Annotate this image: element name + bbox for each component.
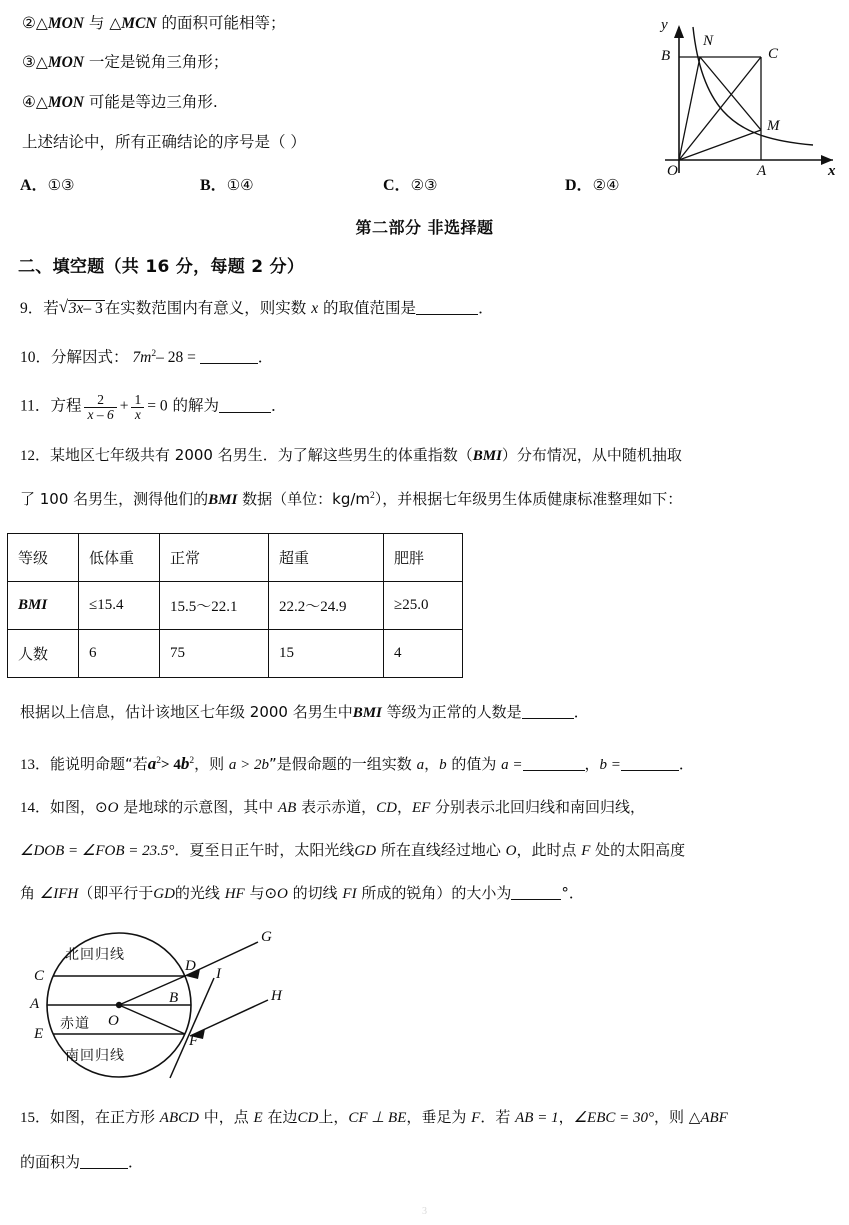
fraction-2-denominator: x <box>131 407 144 422</box>
q14-l1-o: O <box>107 800 119 816</box>
table-cell-grade-over: 超重 <box>269 534 384 582</box>
q9-post: 的取值范围是 <box>318 299 417 317</box>
q14-angle-condition: ∠DOB = ∠FOB = 23.5° <box>20 843 175 859</box>
answer-blank-9[interactable] <box>416 301 478 315</box>
earth-label-f: F <box>189 1033 199 1049</box>
q14-l2-f: F <box>581 843 591 859</box>
conclusion-text: 可能是等边三角形. <box>84 93 218 111</box>
q10-expr-coef: 7m <box>132 349 152 367</box>
q12-line2-c: ），并根据七年级男生体质健康标准整理如下： <box>374 490 683 508</box>
q11-pre: 方程 <box>50 396 82 415</box>
answer-blank-15[interactable] <box>80 1155 128 1169</box>
q13-mid: ，则 <box>194 755 229 773</box>
q15-ab: AB = 1 <box>515 1110 559 1126</box>
q14-l3-c: 的光线 <box>174 884 225 902</box>
earth-zone-north: 北回归线 <box>65 947 125 963</box>
question-13 <box>20 755 694 773</box>
option-c-value: ②③ <box>410 176 438 194</box>
option-d[interactable] <box>565 172 619 195</box>
q13-var-a: a <box>416 757 425 773</box>
table-cell-bmi-over: 22.2～24.9 <box>269 582 384 630</box>
earth-zone-south: 南回归线 <box>65 1048 125 1064</box>
q15-h: ，则 △ <box>654 1108 701 1126</box>
conclusion-marker: ③ <box>22 53 36 71</box>
conclusion-marker: ② <box>22 14 36 32</box>
question-9 <box>20 300 494 317</box>
earth-label-b: B <box>169 990 179 1006</box>
table-row <box>8 534 463 582</box>
q15-abcd: ABCD <box>159 1110 199 1126</box>
triangle-mon: MON <box>47 54 84 71</box>
q14-l2-gd: GD <box>354 843 377 859</box>
question-15-line-2 <box>20 1155 143 1171</box>
q13-pre: 能说明命题“若 <box>50 755 148 773</box>
q14-l3-unit: °． <box>561 884 584 902</box>
q14-l1-e: 分别表示北回归线和南回归线， <box>430 798 646 816</box>
fraction-1 <box>84 393 116 422</box>
earth-label-a: A <box>30 996 40 1012</box>
triangle-mon: MON <box>47 94 84 111</box>
option-a-label: A． <box>20 177 48 194</box>
q15-a: 如图，在正方形 <box>50 1108 160 1126</box>
q13-comma: ， <box>424 755 440 773</box>
option-c-label: C． <box>383 177 411 194</box>
fraction-1-numerator: 2 <box>97 392 104 407</box>
q10-expr-rest: – 28 = <box>156 349 196 367</box>
q11-post: 的解为 <box>167 396 220 415</box>
q14-l3-b: （即平行于 <box>78 884 154 902</box>
question-10 <box>20 350 273 366</box>
q14-l2-a: ．夏至日正午时，太阳光线 <box>174 841 355 859</box>
axis-label-y: y <box>661 17 668 33</box>
q12-after-end: ． <box>573 705 589 721</box>
table-cell-count-low: 6 <box>79 630 160 678</box>
triangle-symbol: △ <box>35 54 48 71</box>
section-heading: 二、填空题（共 16 分，每题 2 分） <box>18 257 305 277</box>
question-15-line-1 <box>20 1110 728 1126</box>
fraction-1-denominator: x – 6 <box>84 407 116 422</box>
point-label-o: O <box>667 163 678 179</box>
earth-label-o: O <box>108 1013 119 1029</box>
q9-var: x <box>311 300 319 317</box>
q10-pre: 分解因式： <box>51 348 129 367</box>
conclusion-text: 的面积可能相等； <box>156 14 286 32</box>
figure-earth <box>18 918 328 1088</box>
triangle-symbol: △ <box>35 94 48 111</box>
q14-l2-d: 处的太阳高度 <box>590 841 686 859</box>
answer-blank-13b[interactable] <box>621 757 679 771</box>
question-12-line-2 <box>20 492 682 508</box>
option-b-label: B． <box>200 177 227 194</box>
q11-end: ． <box>271 397 287 415</box>
q9-pre: 若 <box>43 299 59 317</box>
conclusion-text: 一定是锐角三角形； <box>84 53 229 71</box>
fraction-2-numerator: 1 <box>134 392 142 407</box>
question-14-line-2 <box>20 843 685 859</box>
q14-l3-a: 角 <box>20 884 40 902</box>
q13-b: b <box>180 754 190 773</box>
q12-line1-a: 某地区七年级共有 2000 名男生．为了解这些男生的体重指数（ <box>50 446 473 464</box>
q10-exponent: 2 <box>151 349 157 359</box>
point-label-m: M <box>767 118 780 134</box>
q9-radicand-a: 3x <box>68 300 84 317</box>
question-14-number: 14． <box>20 800 51 816</box>
q14-l3-e: 的切线 <box>287 884 343 902</box>
q13-post: ”是假命题的一组实数 <box>269 755 417 773</box>
q13-gt: > 4 <box>161 757 181 773</box>
q14-l1-b: 是地球的示意图，其中 <box>118 798 278 816</box>
table-cell-count-obese: 4 <box>384 630 463 678</box>
conclusion-item-3 <box>22 55 228 71</box>
q14-l3-d: 与⊙ <box>244 884 278 902</box>
earth-label-h: H <box>271 988 282 1004</box>
q13-tail: 的值为 <box>446 755 502 773</box>
part-heading: 第二部分 非选择题 <box>355 218 494 237</box>
conclusion-marker: ④ <box>22 93 36 111</box>
q13-b-exponent: 2 <box>189 756 195 766</box>
earth-zone-equator: 赤道 <box>60 1016 90 1032</box>
question-12-conclusion <box>20 705 589 721</box>
q13-eq-b: b = <box>599 757 621 773</box>
q13-a: a <box>147 754 157 773</box>
question-14-line-3 <box>20 886 584 902</box>
table-cell-grade-low: 低体重 <box>79 534 160 582</box>
q14-l1-c: 表示赤道， <box>296 798 377 816</box>
q15-line2-a: 的面积为 <box>20 1153 81 1171</box>
q9-mid: 在实数范围内有意义，则实数 <box>104 299 312 317</box>
q12-bmi-1: BMI <box>472 448 502 464</box>
q14-l3-gd: GD <box>153 886 175 902</box>
point-label-b: B <box>661 48 671 64</box>
bmi-table <box>7 533 463 678</box>
q14-l3-hf: HF <box>224 886 245 902</box>
option-d-value: ②④ <box>592 176 620 194</box>
q14-l3-angle: ∠IFH <box>39 886 79 902</box>
q15-c: 在边 <box>262 1108 298 1126</box>
q14-l2-o: O <box>505 843 517 859</box>
table-cell-count-normal: 75 <box>160 630 269 678</box>
q14-l1-d: ， <box>396 798 412 816</box>
q12-line2-b: 数据（单位：kg/m <box>237 490 371 508</box>
conclusion-item-2 <box>22 16 286 32</box>
q14-l1-cd: CD <box>376 800 397 816</box>
q9-radicand-b: – 3 <box>83 300 103 317</box>
q15-f: F <box>471 1110 481 1126</box>
stem-question: 上述结论中，所有正确结论的序号是（ ） <box>22 133 306 151</box>
triangle-symbol: △ <box>35 15 48 32</box>
q11-eq: = 0 <box>147 397 168 415</box>
question-13-number: 13． <box>20 757 51 773</box>
q15-perp: CF ⊥ BE <box>348 1110 407 1126</box>
q15-d: 上， <box>318 1108 349 1126</box>
answer-blank-10[interactable] <box>200 350 258 364</box>
q12-line1-b: ）分布情况，从中随机抽取 <box>501 446 682 464</box>
q13-cond: a > 2b <box>228 757 270 773</box>
option-a[interactable] <box>20 172 74 195</box>
table-cell-count-over: 15 <box>269 630 384 678</box>
q15-b: 中，点 <box>198 1108 254 1126</box>
q12-unit-exponent: 2 <box>370 491 375 501</box>
table-row <box>8 582 463 630</box>
table-row-header-bmi: BMI <box>8 582 79 630</box>
sqrt-expression <box>59 300 105 317</box>
earth-label-d: D <box>185 958 196 974</box>
question-14-line-1 <box>20 800 645 816</box>
table-cell-grade-obese: 肥胖 <box>384 534 463 582</box>
table-row <box>8 630 463 678</box>
table-cell-bmi-obese: ≥25.0 <box>384 582 463 630</box>
q15-f2: ．若 <box>480 1108 516 1126</box>
option-d-label: D． <box>565 177 593 194</box>
triangle-mcn: MCN <box>121 15 157 32</box>
q12-line2-a: 了 100 名男生，测得他们的 <box>20 490 209 508</box>
question-12-line-1 <box>20 448 682 464</box>
table-row-header-grade: 等级 <box>8 534 79 582</box>
table-cell-grade-normal: 正常 <box>160 534 269 582</box>
q13-eq-a: a = <box>501 757 523 773</box>
q14-l3-fi: FI <box>342 886 357 902</box>
answer-blank-12[interactable] <box>522 705 574 719</box>
axis-label-x: x <box>828 163 836 179</box>
answer-blank-11[interactable] <box>219 399 271 413</box>
table-row-header-count: 人数 <box>8 630 79 678</box>
table-cell-bmi-normal: 15.5～22.1 <box>160 582 269 630</box>
question-10-number: 10． <box>20 349 52 367</box>
conclusion-item-4 <box>22 95 218 111</box>
earth-label-c: C <box>34 968 45 984</box>
q11-plus: + <box>119 397 129 415</box>
figure-coordinate-hyperbola <box>645 5 849 195</box>
q13-end: ． <box>678 757 694 773</box>
q13-a-exponent: 2 <box>156 756 162 766</box>
q14-l1-a: 如图，⊙ <box>50 798 108 816</box>
q14-l2-b: 所在直线经过地心 <box>376 841 506 859</box>
earth-label-e: E <box>34 1026 44 1042</box>
q10-end: ． <box>257 349 274 367</box>
answer-blank-13a[interactable] <box>523 757 585 771</box>
question-9-number: 9． <box>20 300 44 317</box>
point-label-c: C <box>768 46 779 62</box>
q15-line2-end: ． <box>128 1155 144 1171</box>
q12-after-b: 等级为正常的人数是 <box>381 703 522 721</box>
earth-label-i: I <box>216 966 221 982</box>
option-b-value: ①④ <box>226 176 254 194</box>
q13-sep: ， <box>584 755 600 773</box>
option-b[interactable] <box>200 172 254 195</box>
point-label-a: A <box>757 163 767 179</box>
q15-g: ， <box>558 1108 574 1126</box>
q15-angle: ∠EBC = 30° <box>573 1110 654 1126</box>
q14-l1-ef: EF <box>411 800 431 816</box>
q12-after-a: 根据以上信息，估计该地区七年级 2000 名男生中 <box>20 703 353 721</box>
question-12-number: 12． <box>20 448 51 464</box>
earth-label-g: G <box>261 929 272 945</box>
question-11 <box>20 393 287 422</box>
table-cell-bmi-low: ≤15.4 <box>79 582 160 630</box>
answer-blank-14[interactable] <box>511 886 561 900</box>
q13-var-b: b <box>439 757 447 773</box>
option-a-value: ①③ <box>47 176 75 194</box>
q14-l1-ab: AB <box>277 800 297 816</box>
fraction-2 <box>131 393 144 422</box>
question-11-number: 11． <box>20 397 51 415</box>
point-label-n: N <box>703 33 714 49</box>
q9-end: ． <box>478 300 494 317</box>
q14-l2-c: ，此时点 <box>516 841 582 859</box>
q12-bmi-3: BMI <box>352 705 382 721</box>
q15-e2: ，垂足为 <box>406 1108 472 1126</box>
q14-l3-f: 所成的锐角）的大小为 <box>356 884 512 902</box>
q14-l3-o: O <box>277 886 288 902</box>
triangle-mon: MON <box>47 15 84 32</box>
page-number: 3 <box>422 1206 427 1217</box>
q15-abf: ABF <box>700 1110 728 1126</box>
option-c[interactable] <box>383 172 437 195</box>
conclusion-mid: 与 △ <box>84 14 122 32</box>
question-15-number: 15． <box>20 1110 51 1126</box>
q15-e: E <box>253 1110 263 1126</box>
q12-bmi-2: BMI <box>208 492 238 508</box>
q15-cd: CD <box>297 1110 319 1126</box>
